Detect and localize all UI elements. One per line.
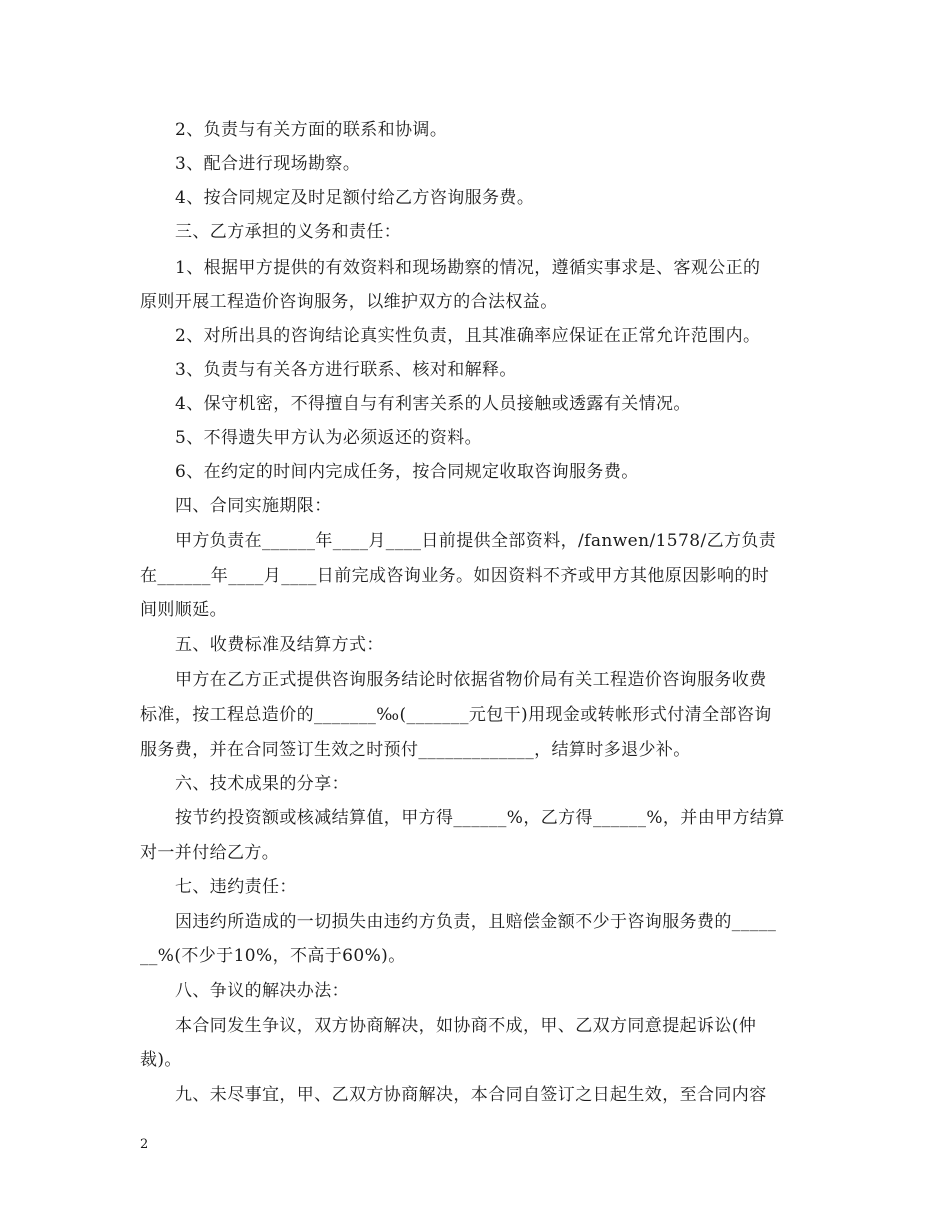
- text-line: 2、负责与有关方面的联系和协调。: [175, 120, 448, 140]
- text-line: 4、保守机密，不得擅自与有利害关系的人员接触或透露有关情况。: [175, 394, 691, 414]
- text-line: 裁)。: [140, 1050, 182, 1070]
- text-line: 服务费，并在合同签订生效之时预付_____________，结算时多退少补。: [140, 740, 691, 760]
- text-line: 在______年____月____日前完成咨询业务。如因资料不齐或甲方其他原因影响的时: [140, 566, 770, 586]
- text-line: 按节约投资额或核减结算值，甲方得______%，乙方得______%，并由甲方结算: [175, 808, 785, 828]
- text-line: 间则顺延。: [140, 600, 227, 620]
- section-heading: 八、争议的解决办法：: [175, 981, 349, 1001]
- section-heading: 六、技术成果的分享：: [175, 774, 349, 794]
- text-line: 对一并付给乙方。: [140, 843, 280, 863]
- section-heading: 五、收费标准及结算方式：: [175, 635, 384, 655]
- text-line: 原则开展工程造价咨询服务，以维护双方的合法权益。: [140, 292, 558, 312]
- text-line: 甲方在乙方正式提供咨询服务结论时依据省物价局有关工程造价咨询服务收费: [175, 670, 767, 690]
- text-line: 5、不得遗失甲方认为必须返还的资料。: [175, 428, 483, 448]
- text-line: 标准，按工程总造价的_______‰(_______元包干)用现金或转帐形式付清全部咨询: [140, 705, 772, 725]
- text-line: 九、未尽事宜，甲、乙双方协商解决，本合同自签订之日起生效，至合同内容: [175, 1085, 767, 1105]
- text-line: 3、负责与有关各方进行联系、核对和解释。: [175, 360, 517, 380]
- section-heading: 七、违约责任：: [175, 877, 297, 897]
- text-line: 甲方负责在______年____月____日前提供全部资料，/fanwen/1578/乙方负责: [175, 531, 777, 551]
- text-line: 4、按合同规定及时足额付给乙方咨询服务费。: [175, 188, 535, 208]
- section-heading: 四、合同实施期限：: [175, 496, 332, 516]
- text-line: 6、在约定的时间内完成任务，按合同规定收取咨询服务费。: [175, 462, 639, 482]
- text-line: 本合同发生争议，双方协商解决，如协商不成，甲、乙双方同意提起诉讼(仲: [175, 1016, 757, 1036]
- text-line: __%(不少于10%，不高于60%)。: [140, 946, 406, 966]
- page-number: 2: [140, 1137, 149, 1152]
- section-heading: 三、乙方承担的义务和责任：: [175, 222, 402, 242]
- text-line: 3、配合进行现场勘察。: [175, 154, 361, 174]
- text-line: 1、根据甲方提供的有效资料和现场勘察的情况，遵循实事求是、客观公正的: [175, 258, 761, 278]
- text-line: 因违约所造成的一切损失由违约方负责，且赔偿金额不少于咨询服务费的_____: [175, 912, 777, 932]
- text-line: 2、对所出具的咨询结论真实性负责，且其准确率应保证在正常允许范围内。: [175, 326, 761, 346]
